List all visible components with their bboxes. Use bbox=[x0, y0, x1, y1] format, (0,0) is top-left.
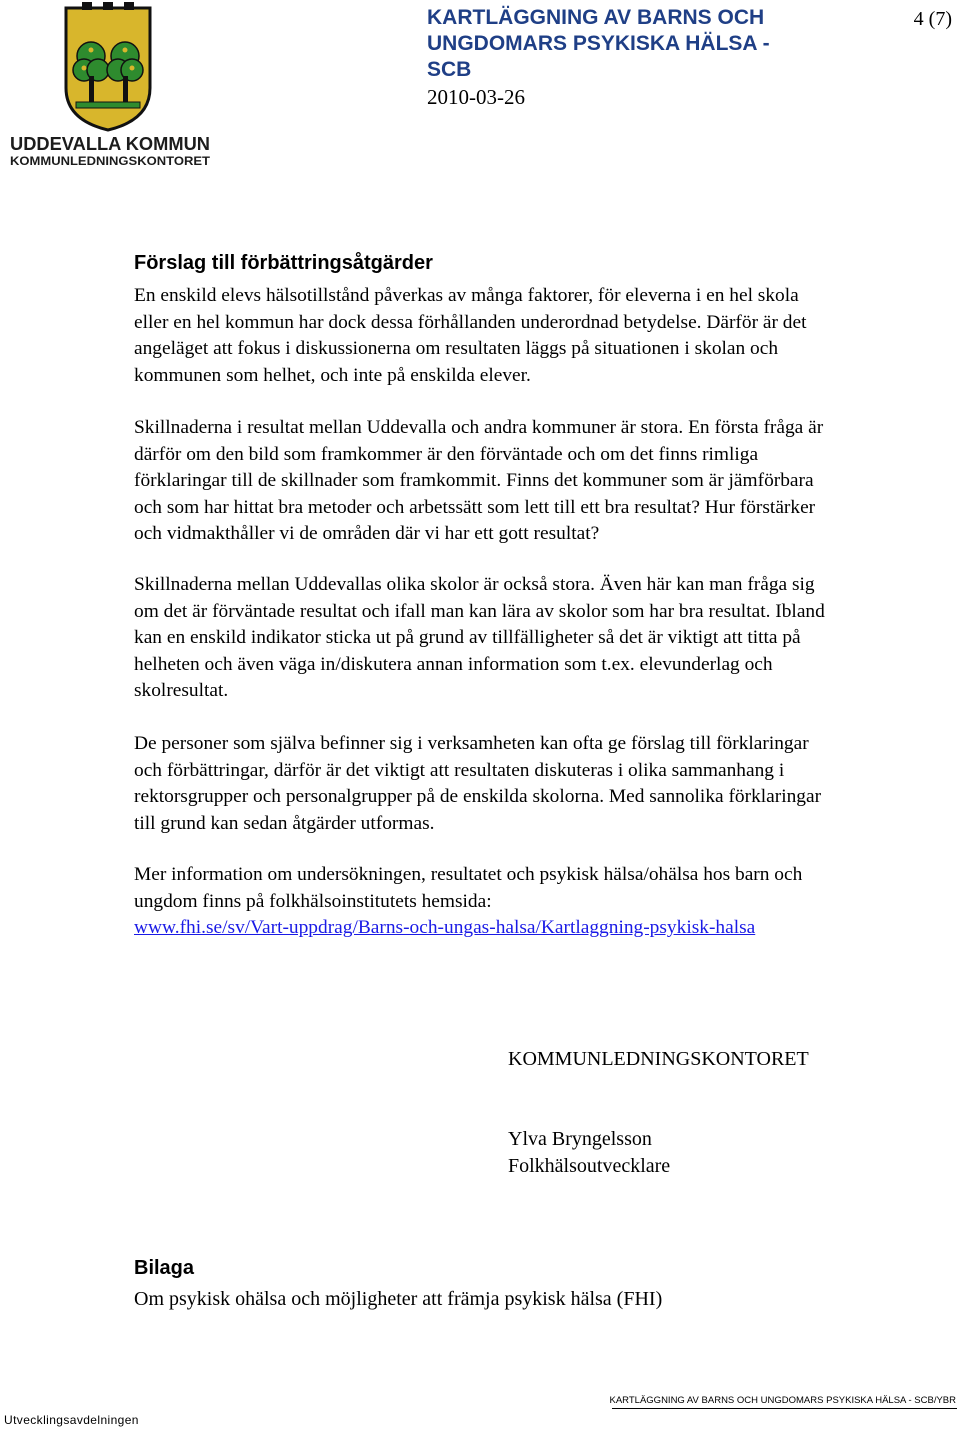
text-line: och som har hittat bra metoder och arbetssätt som lett till ett bra resultat? Hur förstärker bbox=[134, 496, 816, 518]
paragraph-1 bbox=[134, 283, 956, 389]
text-line: eller en hel kommun har dock dessa förhållanden underordnad betydelse. Därför är det bbox=[134, 311, 807, 333]
text-line: därför om den bild som framkommer är den förväntade och om det finns rimliga bbox=[134, 443, 759, 465]
text-line: De personer som själva befinner sig i verksamheten kan ofta ge förslag till förklaringar bbox=[134, 733, 809, 754]
text-line: rektorsgrupper och personalgrupper på de enskilda skolorna. Med sannolika förklaringar bbox=[134, 786, 822, 807]
title-line-3: SCB bbox=[427, 58, 472, 81]
paragraph-5 bbox=[134, 862, 956, 942]
logo-line1: UDDEVALLA KOMMUN bbox=[10, 134, 210, 154]
text-line: till grund kan sedan åtgärder utformas. bbox=[134, 812, 435, 834]
document-title bbox=[427, 5, 847, 83]
text-line: om det är förväntade resultat och ifall man kan lära av skolor som har bra resultat. Ibland bbox=[134, 600, 825, 622]
paragraph-3 bbox=[134, 572, 956, 705]
signature-role: Folkhälsoutvecklare bbox=[508, 1155, 671, 1177]
uddevalla-kommun-logo bbox=[8, 2, 213, 170]
section-heading: Förslag till förbättringsåtgärder bbox=[134, 252, 433, 274]
attachment-heading: Bilaga bbox=[134, 1257, 195, 1279]
text-line: helheten och även väga in/diskutera annan information som t.ex. elevunderlag och bbox=[134, 653, 773, 675]
text-line: förklaringar till de skillnader som framkommit. Finns det kommuner som är jämförbara bbox=[134, 470, 814, 491]
text-line: kan en enskild indikator sticka ut på grund av tillfälligheter så det är viktigt att titta på bbox=[134, 627, 801, 648]
text-line: och vidmakthåller vi de områden där vi har ett gott resultat? bbox=[134, 523, 600, 544]
footer-department: Utvecklingsavdelningen bbox=[4, 1413, 139, 1427]
text-line: kommunen som helhet, och inte på enskilda elever. bbox=[134, 364, 531, 386]
fhi-website-link[interactable]: www.fhi.se/sv/Vart-uppdrag/Barns-och-ungas-halsa/Kartlaggning-psykisk-halsa bbox=[134, 917, 756, 938]
text-line: Mer information om undersökningen, resultatet och psykisk hälsa/ohälsa hos barn och bbox=[134, 864, 803, 885]
signature-office: KOMMUNLEDNINGSKONTORET bbox=[508, 1048, 809, 1070]
page-number: 4 (7) bbox=[913, 8, 952, 30]
paragraph-2 bbox=[134, 415, 956, 548]
attachment-text: Om psykisk ohälsa och möjligheter att främja psykisk hälsa (FHI) bbox=[134, 1288, 663, 1310]
title-line-1: KARTLÄGGNING AV BARNS OCH bbox=[427, 6, 765, 29]
signature-name: Ylva Bryngelsson bbox=[508, 1128, 652, 1150]
text-line: Skillnaderna mellan Uddevallas olika skolor är också stora. Även här kan man fråga sig bbox=[134, 574, 815, 595]
text-line: En enskild elevs hälsotillstånd påverkas av många faktorer, för eleverna i en hel skola bbox=[134, 285, 799, 306]
text-line: och förbättringar, därför är det viktigt att resultaten diskuteras i olika sammanhang i bbox=[134, 759, 785, 781]
text-line: angeläget att fokus i diskussionerna om resultaten läggs på situationen i skolan och bbox=[134, 338, 779, 359]
paragraph-4 bbox=[134, 731, 956, 837]
text-line: skolresultat. bbox=[134, 680, 229, 701]
document-date: 2010-03-26 bbox=[427, 85, 525, 109]
footer-divider bbox=[612, 1408, 957, 1409]
text-line: ungdom finns på folkhälsoinstitutets hemsida: bbox=[134, 890, 492, 912]
title-line-2: UNGDOMARS PSYKISKA HÄLSA - bbox=[427, 32, 770, 55]
footer-document-ref: KARTLÄGGNING AV BARNS OCH UNGDOMARS PSYKISKA HÄLSA - SCB/YBR bbox=[609, 1395, 956, 1406]
text-line: Skillnaderna i resultat mellan Uddevalla och andra kommuner är stora. En första fråga är bbox=[134, 417, 824, 438]
logo-line2: KOMMUNLEDNINGSKONTORET bbox=[10, 156, 210, 168]
